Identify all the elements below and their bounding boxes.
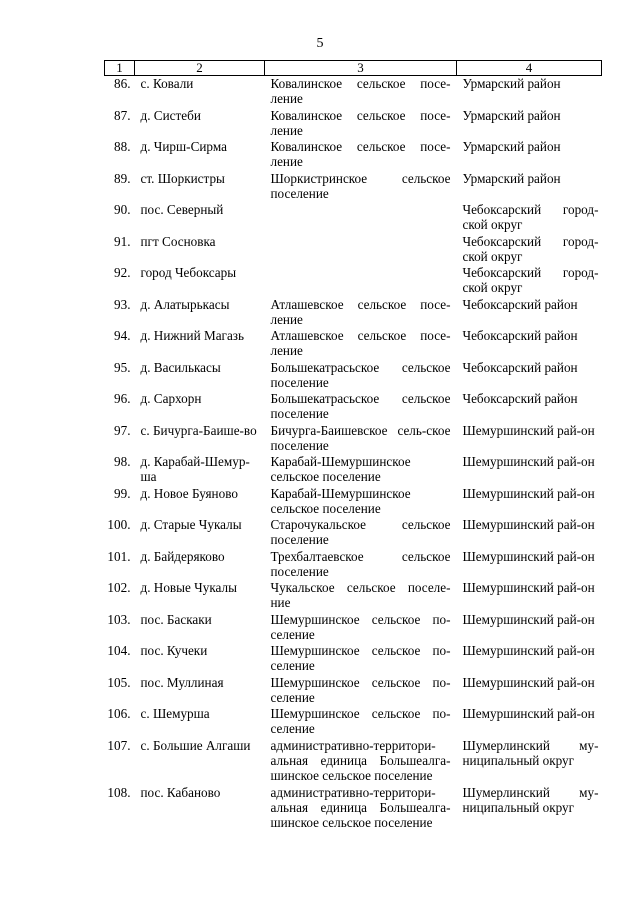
page-number: 5 <box>316 36 324 51</box>
table-row <box>105 612 602 644</box>
locality-cell: с. Ковали <box>140 76 194 91</box>
settlement-cell: Трехбалтаевское сельское поселение <box>270 548 451 579</box>
district-cell: Шемуршинский рай-он <box>462 674 595 690</box>
district-cell: Шемуршинский рай-он <box>462 611 595 627</box>
settlement-cell <box>265 265 457 297</box>
column-header-3: 3 <box>265 61 457 76</box>
settlement-cell <box>265 234 457 266</box>
district-cell: Шемуршинский рай-он <box>462 580 595 595</box>
settlement-cell: Ковалинское сельское посе-ление <box>270 139 451 169</box>
column-header-4: 4 <box>457 61 602 76</box>
locality-cell: пос. Кучеки <box>140 643 208 658</box>
locality-cell: ст. Шоркистры <box>140 170 225 186</box>
table-row <box>105 76 602 108</box>
locality-cell: д. Систеби <box>140 107 201 123</box>
locality-cell: пос. Кабаново <box>140 784 221 800</box>
district-cell: Чебоксарский район <box>462 391 578 406</box>
row-number-cell: 107. <box>107 737 131 753</box>
table-row <box>105 391 602 423</box>
district-cell: Шумерлинский му-ниципальный округ <box>462 737 599 768</box>
table-row <box>105 297 602 329</box>
row-number-cell: 86. <box>114 76 131 91</box>
district-cell: Шемуршинский рай-он <box>462 706 595 721</box>
district-cell: Урмарский район <box>462 107 561 123</box>
locality-cell: с. Большие Алгаши <box>140 737 251 753</box>
locality-cell: пос. Северный <box>140 202 224 217</box>
settlement-cell: Карабай-Шемуршинское сельское поселение <box>270 454 411 484</box>
district-cell: Шемуршинский рай-он <box>462 422 595 438</box>
table-row <box>105 785 602 832</box>
locality-cell: д. Чирш-Сирма <box>140 139 227 154</box>
settlement-cell: Шемуршинское сельское по-селение <box>270 706 451 736</box>
row-number-cell: 101. <box>107 548 131 564</box>
column-header-2: 2 <box>135 61 265 76</box>
row-number-cell: 108. <box>107 784 131 800</box>
settlement-cell: Чукальское сельское поселе-ние <box>270 580 451 610</box>
district-cell: Урмарский район <box>462 139 561 154</box>
table-row <box>105 234 602 266</box>
locality-cell: д. Байдеряково <box>140 548 225 564</box>
settlement-cell: Ковалинское сельское посе-ление <box>270 76 451 106</box>
settlement-cell: Шемуршинское сельское по-селение <box>270 674 451 705</box>
table-row <box>105 549 602 581</box>
locality-cell: д. Старые Чукалы <box>140 517 242 532</box>
row-number-cell: 88. <box>114 139 131 154</box>
row-number-cell: 100. <box>107 517 131 532</box>
settlement-cell: Атлашевское сельское посе-ление <box>270 328 451 358</box>
settlement-cell: Большекатрасьское сельское поселение <box>270 359 451 390</box>
table-row <box>105 486 602 518</box>
column-header-1: 1 <box>105 61 135 76</box>
table-row <box>105 265 602 297</box>
row-number-cell: 91. <box>114 233 131 249</box>
table-row <box>105 517 602 549</box>
district-cell: Шемуршинский рай-он <box>462 548 595 564</box>
table-row <box>105 202 602 234</box>
table-row <box>105 643 602 675</box>
table-row <box>105 171 602 203</box>
locality-cell: с. Шемурша <box>140 706 210 721</box>
locality-cell: пгт Сосновка <box>140 233 216 249</box>
table-row <box>105 328 602 360</box>
locality-cell: с. Бичурга-Баише-во <box>140 422 257 438</box>
row-number-cell: 103. <box>107 611 131 627</box>
settlement-cell: административно-территори-альная единица Большеалга-шинское сельское поселение <box>270 737 451 783</box>
district-cell: Чебоксарский город-ской округ <box>462 265 599 295</box>
table-row <box>105 706 602 738</box>
row-number-cell: 94. <box>114 328 131 343</box>
table-row <box>105 675 602 707</box>
settlement-cell <box>265 202 457 234</box>
settlement-cell: Старочукальское сельское поселение <box>270 517 451 547</box>
district-cell: Шемуршинский рай-он <box>462 485 595 501</box>
settlement-cell: Большекатрасьское сельское поселение <box>270 391 451 421</box>
district-cell: Чебоксарский район <box>462 328 578 343</box>
row-number-cell: 106. <box>107 706 131 721</box>
settlement-cell: Шемуршинское сельское по-селение <box>270 611 451 642</box>
table-row <box>105 360 602 392</box>
table-row <box>105 580 602 612</box>
locality-cell: д. Нижний Магазь <box>140 328 245 343</box>
district-cell: Чебоксарский район <box>462 359 578 375</box>
row-number-cell: 102. <box>107 580 131 595</box>
row-number-cell: 96. <box>114 391 131 406</box>
table-row <box>105 108 602 140</box>
row-number-cell: 93. <box>114 296 131 312</box>
locality-cell: д. Новые Чукалы <box>140 580 237 595</box>
row-number-cell: 92. <box>114 265 131 280</box>
table-header-row <box>105 61 602 76</box>
district-cell: Чебоксарский район <box>462 296 578 312</box>
district-cell: Урмарский район <box>462 170 561 186</box>
table-row <box>105 139 602 171</box>
row-number-cell: 98. <box>114 454 131 469</box>
settlement-cell: Ковалинское сельское посе-ление <box>270 107 451 138</box>
district-cell: Урмарский район <box>462 76 561 91</box>
settlement-cell: административно-территори-альная единица Большеалга-шинское сельское поселение <box>270 784 451 830</box>
settlement-cell: Карабай-Шемуршинское сельское поселение <box>270 485 411 516</box>
locality-cell: город Чебоксары <box>140 265 237 280</box>
table-row <box>105 423 602 455</box>
settlements-table <box>104 60 602 832</box>
district-cell: Шемуршинский рай-он <box>462 643 595 658</box>
table-body <box>105 76 602 832</box>
row-number-cell: 87. <box>114 107 131 123</box>
settlement-cell: Бичурга-Баишевское сель-ское поселение <box>270 422 451 453</box>
table-row <box>105 738 602 785</box>
settlement-cell: Шемуршинское сельское по-селение <box>270 643 451 673</box>
row-number-cell: 89. <box>114 170 131 186</box>
settlement-cell: Шоркистринское сельское поселение <box>270 170 451 201</box>
row-number-cell: 90. <box>114 202 131 217</box>
locality-cell: пос. Муллиная <box>140 674 224 690</box>
row-number-cell: 95. <box>114 359 131 375</box>
district-cell: Чебоксарский город-ской округ <box>462 233 599 264</box>
district-cell: Шумерлинский му-ниципальный округ <box>462 784 599 815</box>
district-cell: Чебоксарский город-ской округ <box>462 202 599 232</box>
district-cell: Шемуршинский рай-он <box>462 517 595 532</box>
row-number-cell: 99. <box>114 485 131 501</box>
locality-cell: д. Карабай-Шемур-ша <box>140 454 250 484</box>
locality-cell: д. Новое Буяново <box>140 485 238 501</box>
row-number-cell: 105. <box>107 674 131 690</box>
row-number-cell: 97. <box>114 422 131 438</box>
row-number-cell: 104. <box>107 643 131 658</box>
locality-cell: д. Сархорн <box>140 391 202 406</box>
locality-cell: д. Василькасы <box>140 359 221 375</box>
locality-cell: пос. Баскаки <box>140 611 212 627</box>
locality-cell: д. Алатырькасы <box>140 296 230 312</box>
district-cell: Шемуршинский рай-он <box>462 454 595 469</box>
settlement-cell: Атлашевское сельское посе-ление <box>270 296 451 327</box>
table-row <box>105 454 602 486</box>
